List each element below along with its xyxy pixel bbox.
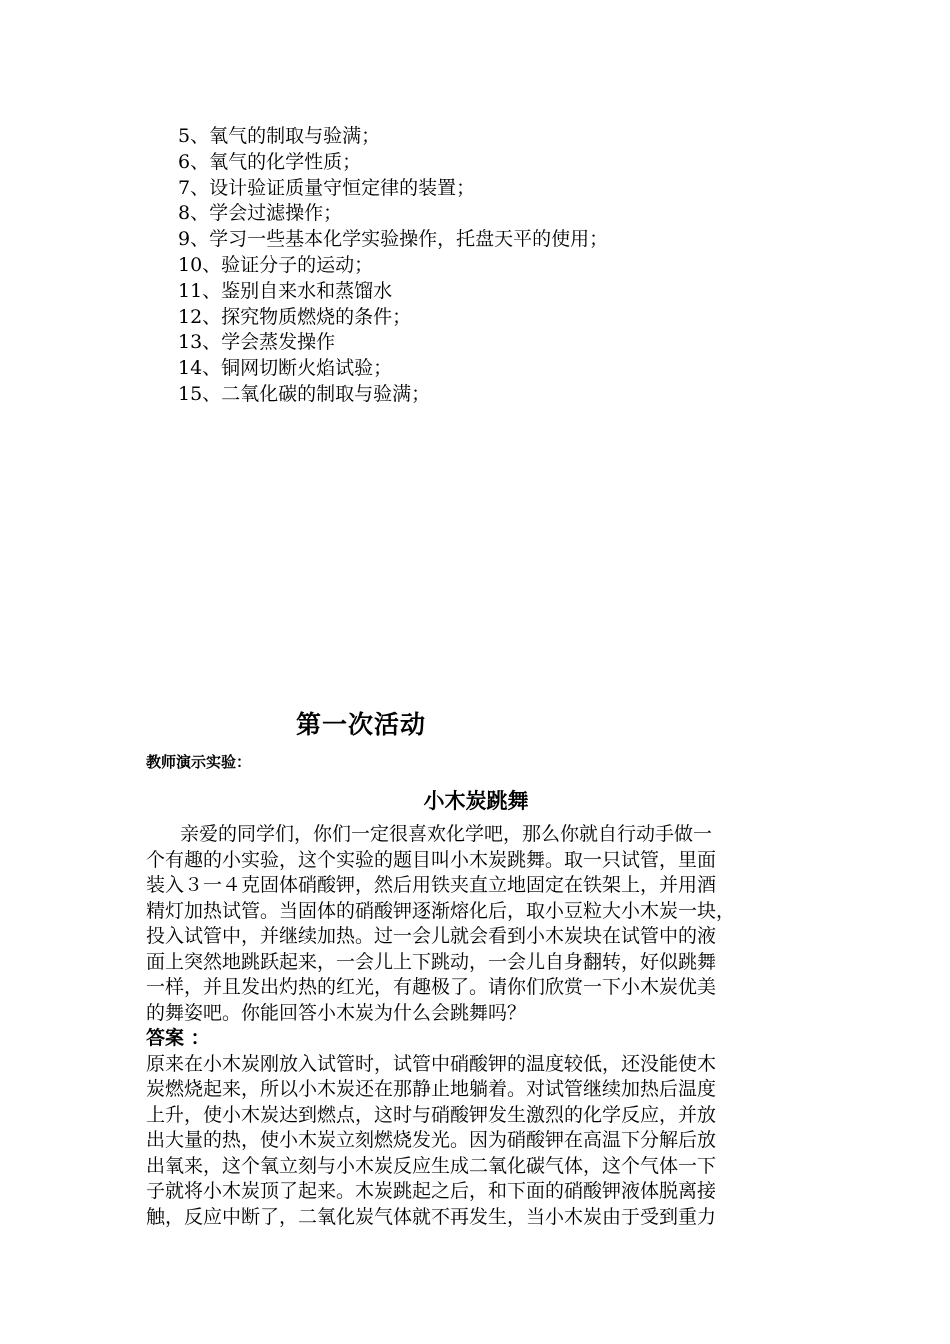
intro-line: 投入试管中，并继续加热。过一会儿就会看到小木炭块在试管中的液 — [146, 925, 717, 947]
intro-line: 装入３一４克固体硝酸钾，然后用铁夹直立地固定在铁架上，并用酒 — [146, 874, 717, 896]
list-item: 12、探究物质燃烧的条件； — [178, 305, 412, 328]
list-item: 11、鉴别自来水和蒸馏水 — [178, 279, 393, 302]
answer-label: 答案 ： — [146, 1027, 210, 1049]
answer-line: 原来在小木炭刚放入试管时，试管中硝酸钾的温度较低，还没能使木 — [146, 1052, 717, 1075]
answer-line: 炭燃烧起来，所以小木炭还在那静止地躺着。对试管继续加热后温度 — [146, 1078, 717, 1100]
activity-heading: 第一次活动 — [296, 710, 427, 739]
answer-line: 上升，使小木炭达到燃点，这时与硝酸钾发生激烈的化学反应，并放 — [146, 1103, 717, 1126]
answer-line: 子就将小木炭顶了起来。木炭跳起之后，和下面的硝酸钾液体脱离接 — [146, 1180, 717, 1202]
body-text — [146, 822, 818, 1230]
list-item: 15、二氧化碳的制取与验满； — [178, 382, 431, 405]
list-item: 5、氧气的制取与验满； — [178, 125, 381, 147]
list-item: 8、学会过滤操作； — [178, 202, 343, 225]
intro-line: 一样，并且发出灼热的红光，有趣极了。请你们欣赏一下小木炭优美 — [146, 976, 717, 998]
intro-line: 的舞姿吧。你能回答小木炭为什么会跳舞吗？ — [146, 1001, 527, 1024]
experiment-title: 小木炭跳舞 — [423, 789, 529, 813]
answer-line: 触，反应中断了，二氧化炭气体就不再发生，当小木炭由于受到重力 — [146, 1205, 717, 1228]
list-item: 10、验证分子的运动； — [178, 253, 374, 276]
intro-line: 亲爱的同学们，你们一定很喜欢化学吧，那么你就自行动手做一 — [180, 823, 713, 845]
list-item: 6、氧气的化学性质； — [178, 150, 362, 173]
list-item: 9、学习一些基本化学实验操作，托盘天平的使用； — [178, 228, 609, 251]
list-item: 13、学会蒸发操作 — [178, 331, 336, 354]
demo-label: 教师演示实验： — [146, 753, 252, 771]
intro-line: 个有趣的小实验，这个实验的题目叫小木炭跳舞。取一只试管，里面 — [146, 848, 717, 871]
list-item: 14、铜网切断火焰试验； — [178, 357, 393, 380]
answer-line: 出大量的热，使小木炭立刻燃烧发光。因为硝酸钾在高温下分解后放 — [146, 1129, 717, 1151]
experiment-list — [178, 124, 608, 408]
intro-line: 精灯加热试管。当固体的硝酸钾逐渐熔化后，取小豆粒大小木炭一块， — [146, 899, 736, 922]
answer-line: 出氧来，这个氧立刻与小木炭反应生成二氧化碳气体，这个气体一下 — [146, 1154, 717, 1177]
intro-line: 面上突然地跳跃起来，一会儿上下跳动，一会儿自身翻转，好似跳舞 — [146, 950, 717, 973]
list-item: 7、设计验证质量守恒定律的装置； — [178, 176, 476, 199]
